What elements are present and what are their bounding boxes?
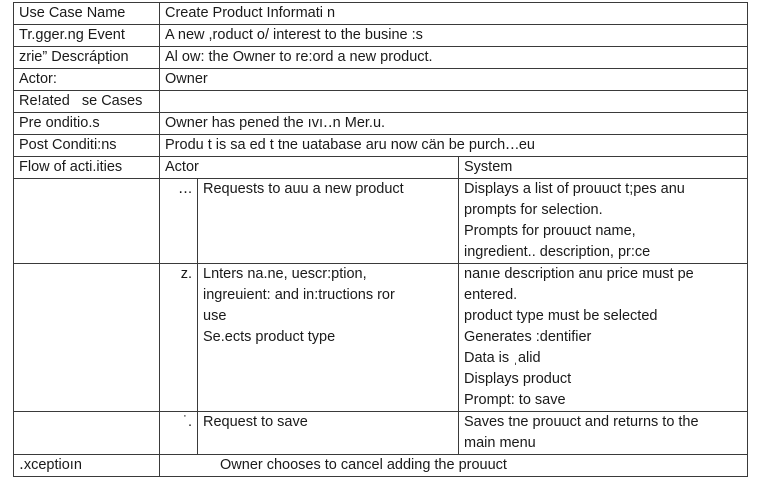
flow-actor-header: Actor [160, 157, 459, 179]
actor-line: ingreuient: and in:tructions ror [203, 287, 395, 303]
label-postconditions: Post Conditi:ns [14, 135, 160, 157]
flow-step-system [459, 264, 748, 412]
value-brief-description: Al ow: the Owner to re:ord a new product. [160, 47, 748, 69]
actor-line: Requests to auu a new product [203, 181, 404, 197]
system-line: ingredient.. description, pr:ce [464, 244, 651, 260]
flow-step-system [459, 412, 748, 455]
system-line: Generates :dentifier [464, 329, 592, 345]
actor-line: Se.ects product type [203, 329, 336, 345]
value-exception: Owner chooses to cancel adding the prouuct [160, 455, 748, 477]
system-line: Data is ˌalid [464, 350, 541, 366]
row-preconditions [14, 113, 748, 135]
system-line: Displays product [464, 371, 572, 387]
flow-step-actor [198, 412, 459, 455]
value-preconditions: Owner has pened the ıvı‥n Mer.u. [160, 113, 748, 135]
flow-step-label-cell [14, 264, 160, 412]
row-flow-header [14, 157, 748, 179]
flow-step-3 [14, 412, 748, 455]
flow-step-label-cell [14, 179, 160, 264]
use-case-table [13, 2, 748, 477]
label-exception: ․xceptioın [14, 455, 160, 477]
row-actors [14, 69, 748, 91]
flow-step-label-cell [14, 412, 160, 455]
actor-line: Lnters na.ne, uescr:ption, [203, 266, 367, 282]
flow-step-actor [198, 264, 459, 412]
flow-step-actor [198, 179, 459, 264]
flow-step-2 [14, 264, 748, 412]
label-brief-description: zrie” Descráption [14, 47, 160, 69]
value-related-use-cases [160, 91, 748, 113]
system-line: Displays a list of prouuct t;pes anu [464, 181, 685, 197]
label-use-case-name: Use Case Name [14, 3, 160, 25]
actor-line: use [203, 308, 227, 324]
system-line: entered. [464, 287, 518, 303]
label-flow-of-activities: Flow of acti.ities [14, 157, 160, 179]
flow-step-number: ˙. [160, 412, 198, 455]
actor-line: Request to save [203, 414, 308, 430]
label-preconditions: Pre onditio.s [14, 113, 160, 135]
system-line: main menu [464, 435, 536, 451]
value-postconditions: Produ t is sa ed t tne uatabase aru now cän be purch‥.eu [160, 135, 748, 157]
system-line: Saves tne prouuct and returns to the [464, 414, 699, 430]
flow-step-number: ‥. [160, 179, 198, 264]
system-line: product type must be selected [464, 308, 658, 324]
row-exception [14, 455, 748, 477]
value-actors: Owner [160, 69, 748, 91]
label-triggering-event: Tr.gger.ng Event [14, 25, 160, 47]
flow-step-number: z. [160, 264, 198, 412]
system-line: Prompts for prouuct name, [464, 223, 636, 239]
system-line: Prompt: to save [464, 392, 566, 408]
flow-system-header: System [459, 157, 748, 179]
value-triggering-event: A new ,roduct o/ interest to the busine :s [160, 25, 748, 47]
system-line: prompts for selection. [464, 202, 603, 218]
row-postconditions [14, 135, 748, 157]
row-use-case-name [14, 3, 748, 25]
flow-step-1 [14, 179, 748, 264]
row-triggering-event [14, 25, 748, 47]
row-related-use-cases [14, 91, 748, 113]
row-brief-description [14, 47, 748, 69]
flow-step-system [459, 179, 748, 264]
value-use-case-name: Create Product Informati n [160, 3, 748, 25]
label-actors: Actor: [14, 69, 160, 91]
label-related-use-cases: Re!ated se Cases [14, 91, 160, 113]
system-line: nanıe description anu price must pe [464, 266, 694, 282]
